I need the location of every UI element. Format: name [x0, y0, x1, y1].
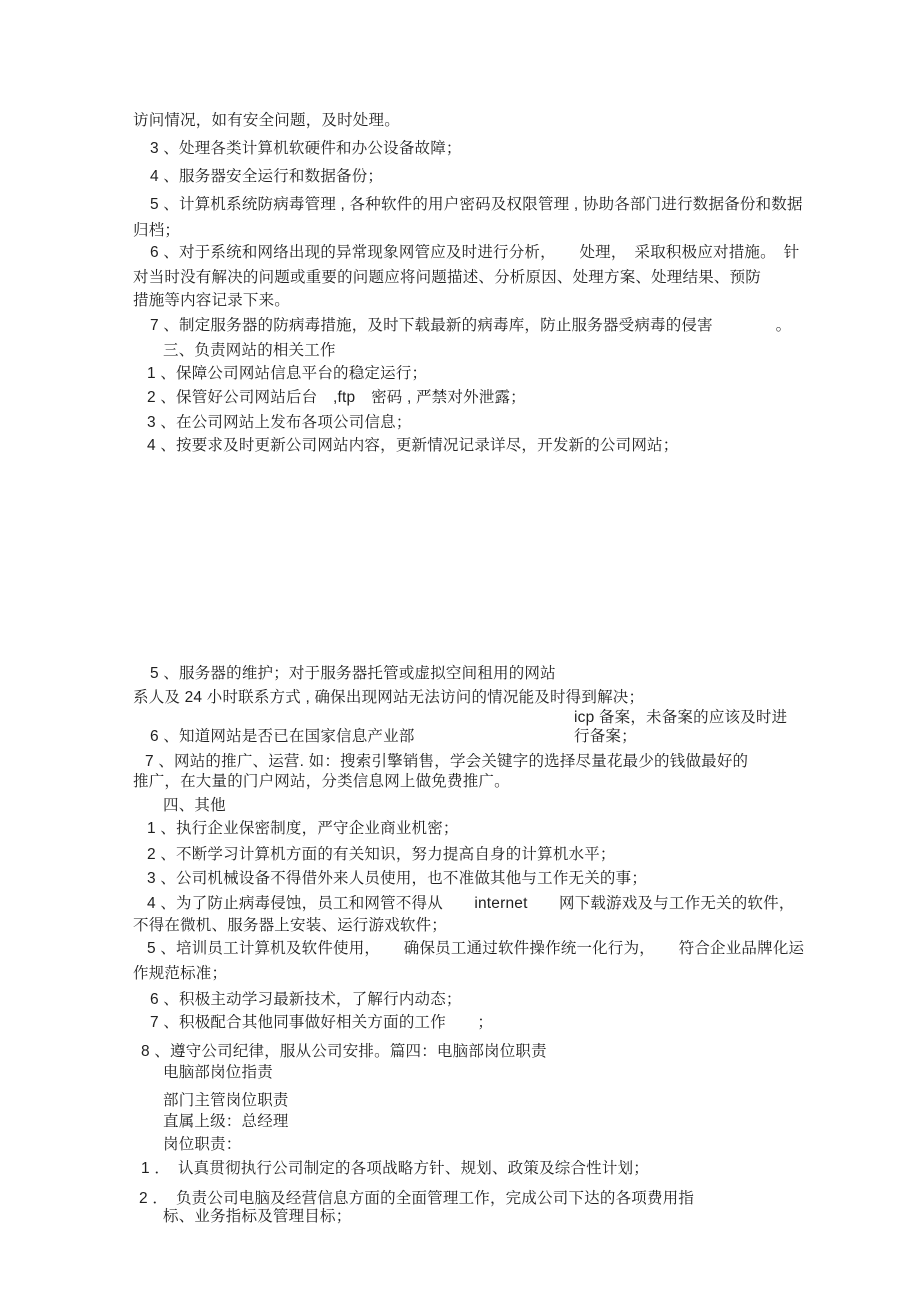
list-item: 6 、积极主动学习最新技术，了解行内动态；	[150, 991, 462, 1008]
list-item: 3 、处理各类计算机软硬件和办公设备故障；	[150, 140, 462, 157]
list-item: 2 、保管好公司网站后台 ,ftp 密码 , 严禁对外泄露；	[147, 389, 526, 406]
text-line: 标、业务指标及管理目标；	[163, 1208, 352, 1225]
text-line: 对当时没有解决的问题或重要的问题应将问题描述、分析原因、处理方案、处理结果、预防	[133, 269, 762, 286]
text-line: 直属上级：总经理	[163, 1113, 289, 1130]
list-item: 1 ． 认真贯彻执行公司制定的各项战略方针、规划、政策及综合性计划；	[141, 1160, 649, 1177]
list-item: 1 、保障公司网站信息平台的稳定运行；	[147, 365, 428, 382]
list-item: 6 、知道网站是否已在国家信息产业部	[150, 728, 415, 745]
text-line: 部门主管岗位职责	[163, 1092, 289, 1109]
list-item: 1 、执行企业保密制度，严守企业商业机密；	[147, 820, 459, 837]
text-line: 岗位职责：	[163, 1136, 242, 1153]
list-item: 4 、按要求及时更新公司网站内容，更新情况记录详尽，开发新的公司网站；	[147, 437, 679, 454]
list-item: 7 、积极配合其他同事做好相关方面的工作 ；	[150, 1014, 494, 1031]
text-line: 归档；	[133, 222, 181, 239]
text-line: 系人及 24 小时联系方式 , 确保出现网站无法访问的情况能及时得到解决；	[133, 689, 645, 706]
list-item: 2 ． 负责公司电脑及经营信息方面的全面管理工作，完成公司下达的各项费用指	[139, 1190, 695, 1207]
list-item: 2 、不断学习计算机方面的有关知识，努力提高自身的计算机水平；	[147, 846, 616, 863]
list-item: 6 、对于系统和网络出现的异常现象网管应及时进行分析， 处理， 采取积极应对措施。 针	[150, 244, 800, 261]
text-line: 行备案；	[574, 728, 637, 745]
text-line: icp 备案，未备案的应该及时进	[574, 709, 788, 726]
text-line: 措施等内容记录下来。	[133, 292, 291, 309]
list-item: 8 、遵守公司纪律，服从公司安排。篇四：电脑部岗位职责	[141, 1043, 547, 1060]
section-heading: 三、负责网站的相关工作	[163, 342, 336, 359]
text-line: 访问情况，如有安全问题，及时处理。	[133, 112, 400, 129]
list-item: 5 、培训员工计算机及软件使用， 确保员工通过软件操作统一化行为， 符合企业品牌化运	[147, 940, 805, 957]
text-line: 电脑部岗位指责	[163, 1064, 273, 1081]
text-line: 推广，在大量的门户网站，分类信息网上做免费推广。	[133, 773, 510, 790]
list-item: 4 、服务器安全运行和数据备份；	[150, 168, 384, 185]
text-line: 不得在微机、服务器上安装、运行游戏软件；	[133, 917, 448, 934]
text-line: 作规范标准；	[133, 965, 228, 982]
list-item: 5 、服务器的维护；对于服务器托管或虚拟空间租用的网站	[150, 665, 556, 682]
list-item: 7 、制定服务器的防病毒措施，及时下载最新的病毒库，防止服务器受病毒的侵害 。	[150, 317, 792, 334]
list-item: 4 、为了防止病毒侵蚀，员工和网管不得从 internet 网下载游戏及与工作无关的软件，	[147, 895, 795, 912]
list-item: 7 、网站的推广、运营. 如：搜索引擎销售，学会关键字的选择尽量花最少的钱做最好的	[145, 753, 749, 770]
list-item: 3 、在公司网站上发布各项公司信息；	[147, 414, 412, 431]
section-heading: 四、其他	[163, 797, 226, 814]
list-item: 5 、计算机系统防病毒管理 , 各种软件的用户密码及权限管理 , 协助各部门进行数据备份和数据	[150, 196, 803, 213]
list-item: 3 、公司机械设备不得借外来人员使用，也不准做其他与工作无关的事；	[147, 870, 648, 887]
